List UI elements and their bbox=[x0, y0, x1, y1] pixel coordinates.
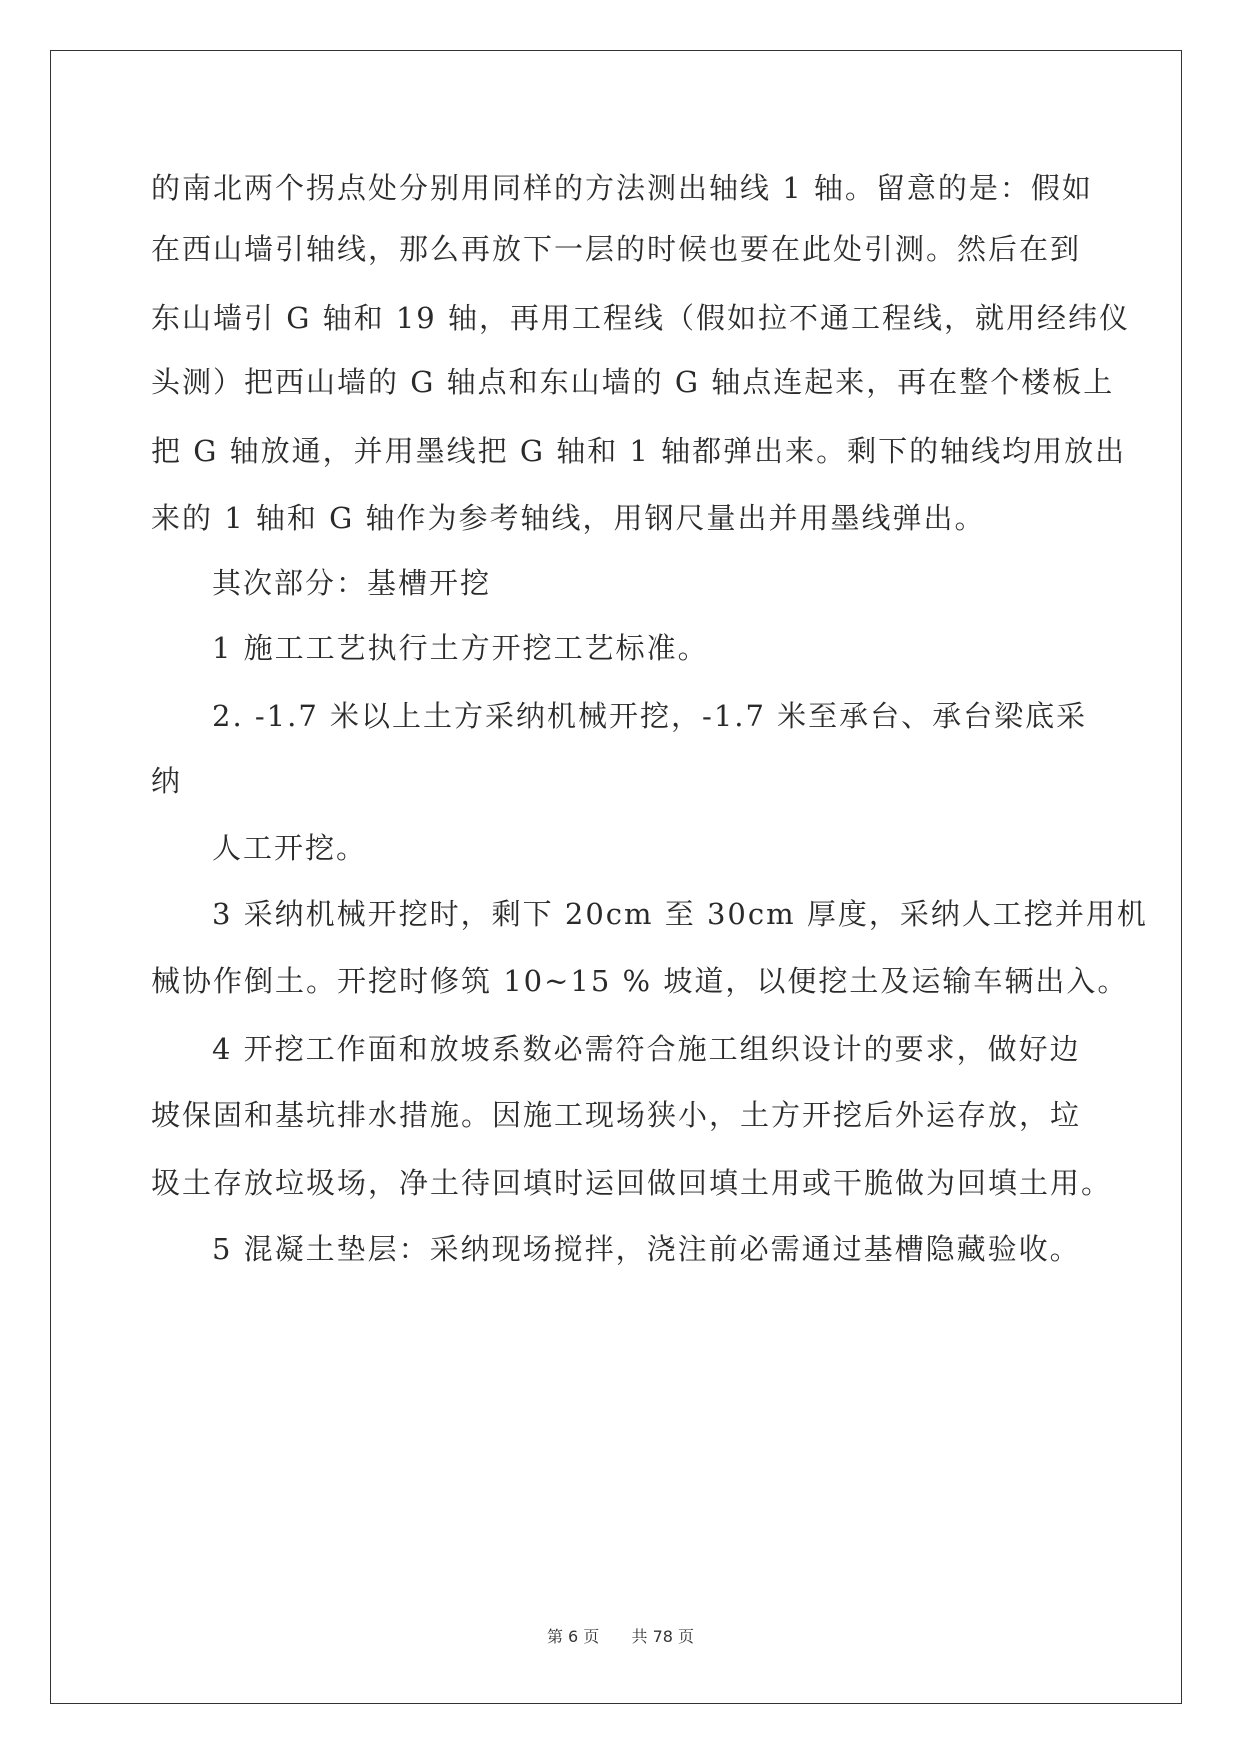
total-pages: 共 78 页 bbox=[631, 1627, 695, 1646]
list-item: 2. -1.7 米以上土方采纳机械开挖，-1.7 米至承台、承台梁底采 bbox=[212, 699, 1088, 733]
body-text-line: 械协作倒土。开挖时修筑 10~15 % 坡道，以便挖土及运输车辆出入。 bbox=[151, 964, 1129, 998]
body-text-line: 圾土存放垃圾场，净土待回填时运回做回填土用或干脆做为回填土用。 bbox=[151, 1166, 1113, 1200]
body-text-line: 把 G 轴放通，并用墨线把 G 轴和 1 轴都弹出来。剩下的轴线均用放出 bbox=[151, 434, 1127, 468]
body-text-line: 纳 bbox=[151, 764, 183, 798]
body-text-line: 的南北两个拐点处分别用同样的方法测出轴线 1 轴。留意的是：假如 bbox=[151, 171, 1093, 205]
list-item: 5 混凝土垫层：采纳现场搅拌，浇注前必需通过基槽隐藏验收。 bbox=[212, 1232, 1081, 1266]
list-item: 3 采纳机械开挖时，剩下 20cm 至 30cm 厚度，采纳人工挖并用机 bbox=[212, 897, 1148, 931]
body-text-line: 来的 1 轴和 G 轴作为参考轴线，用钢尺量出并用墨线弹出。 bbox=[151, 501, 986, 535]
page-footer bbox=[0, 1624, 1241, 1647]
body-text-line: 人工开挖。 bbox=[212, 831, 368, 865]
body-text-line: 坡保固和基坑排水措施。因施工现场狭小，土方开挖后外运存放，垃 bbox=[151, 1098, 1082, 1132]
body-text-line: 东山墙引 G 轴和 19 轴，再用工程线（假如拉不通工程线，就用经纬仪 bbox=[151, 301, 1130, 335]
section-heading: 其次部分：基槽开挖 bbox=[212, 566, 492, 600]
body-text-line: 在西山墙引轴线，那么再放下一层的时候也要在此处引测。然后在到 bbox=[151, 232, 1082, 266]
page-number: 第 6 页 bbox=[546, 1627, 600, 1646]
page-border bbox=[50, 50, 1182, 1704]
list-item: 4 开挖工作面和放坡系数必需符合施工组织设计的要求，做好边 bbox=[212, 1032, 1081, 1066]
body-text-line: 头测）把西山墙的 G 轴点和东山墙的 G 轴点连起来，再在整个楼板上 bbox=[151, 365, 1115, 399]
list-item: 1 施工工艺执行土方开挖工艺标准。 bbox=[212, 631, 709, 665]
